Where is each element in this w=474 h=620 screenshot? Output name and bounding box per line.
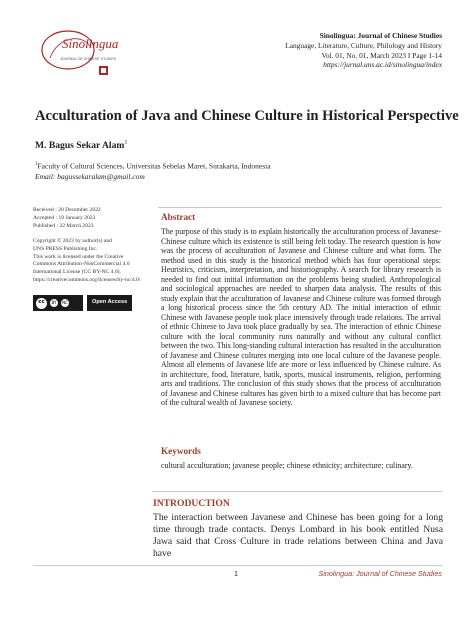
affiliation-sup: 1 (35, 162, 38, 167)
journal-info (285, 31, 442, 70)
copyright-line: Commons Attribution-NonCommercial 4.0 (33, 261, 130, 268)
volume-line: Vol. 01, No. 01, March 2023 I Page 1-14 (321, 50, 442, 60)
by-attribution-icon: BY (51, 300, 57, 306)
journal-scope: Language, Literature, Culture, Philology and History (285, 40, 442, 50)
logo-script-text: Sinolingua (62, 36, 119, 51)
open-access-badge[interactable]: Open Access (87, 295, 132, 311)
affiliation-text: Faculty of Cultural Sciences, Universitas Sebelas Maret, Surakarta, Indonesia (37, 161, 271, 171)
author-sup: 1 (124, 140, 128, 146)
author-name: M. Bagus Sekar Alam (35, 140, 125, 152)
abstract-heading: Abstract (161, 212, 196, 222)
copyright-line: International License (CC BY-NC 4.0). (33, 269, 121, 276)
copyright-line: UNS PRESS Publishing Inc. (33, 245, 98, 252)
logo-subtitle-text: JOURNAL OF CHINESE STUDIES (60, 57, 117, 61)
sinolingua-logo-icon (36, 28, 146, 84)
journal-name: Sinolingua: Journal of Chinese Studies (319, 31, 442, 40)
license-badges (33, 295, 151, 311)
journal-logo (36, 28, 146, 84)
affiliation (35, 160, 271, 172)
article-info-sidebar (33, 207, 151, 311)
introduction-heading: INTRODUCTION (153, 498, 230, 509)
copyright-line: This work is licensed under the Creative (33, 253, 124, 260)
published-date: Published : 22 March 2023 (33, 222, 94, 229)
accepted-date: Accepted : 19 January 2023 (33, 214, 96, 221)
keywords-heading: Keywords (161, 446, 201, 456)
author-line (35, 140, 127, 151)
author-email[interactable]: Email: bagussekaralam@gmail.com (35, 172, 145, 181)
abstract-section (158, 207, 442, 440)
copyright-line: Copyright © 2023 by author(s) and (33, 237, 112, 244)
introduction-text: The interaction between Javanese and Chinese has been going for a long time through trade contacts. Denys Lombard in his book entitled Nusa Jawa said that Cross Culture in trade relations between China and Java have (153, 512, 443, 559)
cc-icon: cc (36, 298, 47, 309)
license-url-link[interactable]: https://creativecommons.org/licenses/by-nc/4.0/ (33, 277, 141, 284)
footer-journal-name: Sinolingua: Journal of Chinese Studies (318, 569, 442, 578)
footer-divider (33, 565, 442, 566)
page-number: 1 (234, 569, 238, 578)
abstract-text: The purpose of this study is to explain historically the acculturation process of Javanese-Chinese culture which its existence is still being felt today. The research question is how was the process of acculturation of Javanese and Chinese culture and what form. The method used in this study is the historical method which has four operational steps: Heuristics, criticism, interpretation, and historiography. A search for library research is needed to find out initial information on the problems being studied. Anthropological and sociological approaches are needed to sharpen data analysis. The results of this study explain that the acculturation of Javanese and Chinese culture was formed through a long historical process since the 5th century AD. The initial interaction of ethnic Chinese with Javanese people took place intensively through trade relations. The arrival of ethnic Chinese to Java took place gradually by sea. The interaction of ethnic Chinese culture with the local community runs naturally and without any cultural conflict between the two. This long-standing cultural interaction has resulted in the acculturation of Javanese and Chinese cultures merging into one local culture of the Javanese people. Almost all elements of Javanese life are more or less influenced by Chinese culture. As in architecture, food, literature, batik, sports, musical instruments, religion, performing arts and traditions. The conclusion of this study shows that the process of acculturation of Javanese and Chinese cultures has given birth to a mixed culture that has become part of the cultural wealth of Javanese society. (161, 227, 441, 407)
nc-noncommercial-icon: NC (62, 300, 68, 306)
journal-url-link[interactable]: https://jurnal.uns.ac.id/sinolingua/index (323, 60, 442, 70)
page-header (0, 0, 474, 90)
cc-by-nc-badge[interactable] (33, 295, 83, 311)
section-divider (152, 491, 442, 492)
keywords-text: cultural acculturation; javanese people; chinese ethnicity; architecture; culinary. (161, 461, 413, 470)
article-title: Acculturation of Java and Chinese Culture in Historical Perspective (35, 108, 459, 124)
received-date: Received : 20 December 2022 (33, 207, 101, 213)
